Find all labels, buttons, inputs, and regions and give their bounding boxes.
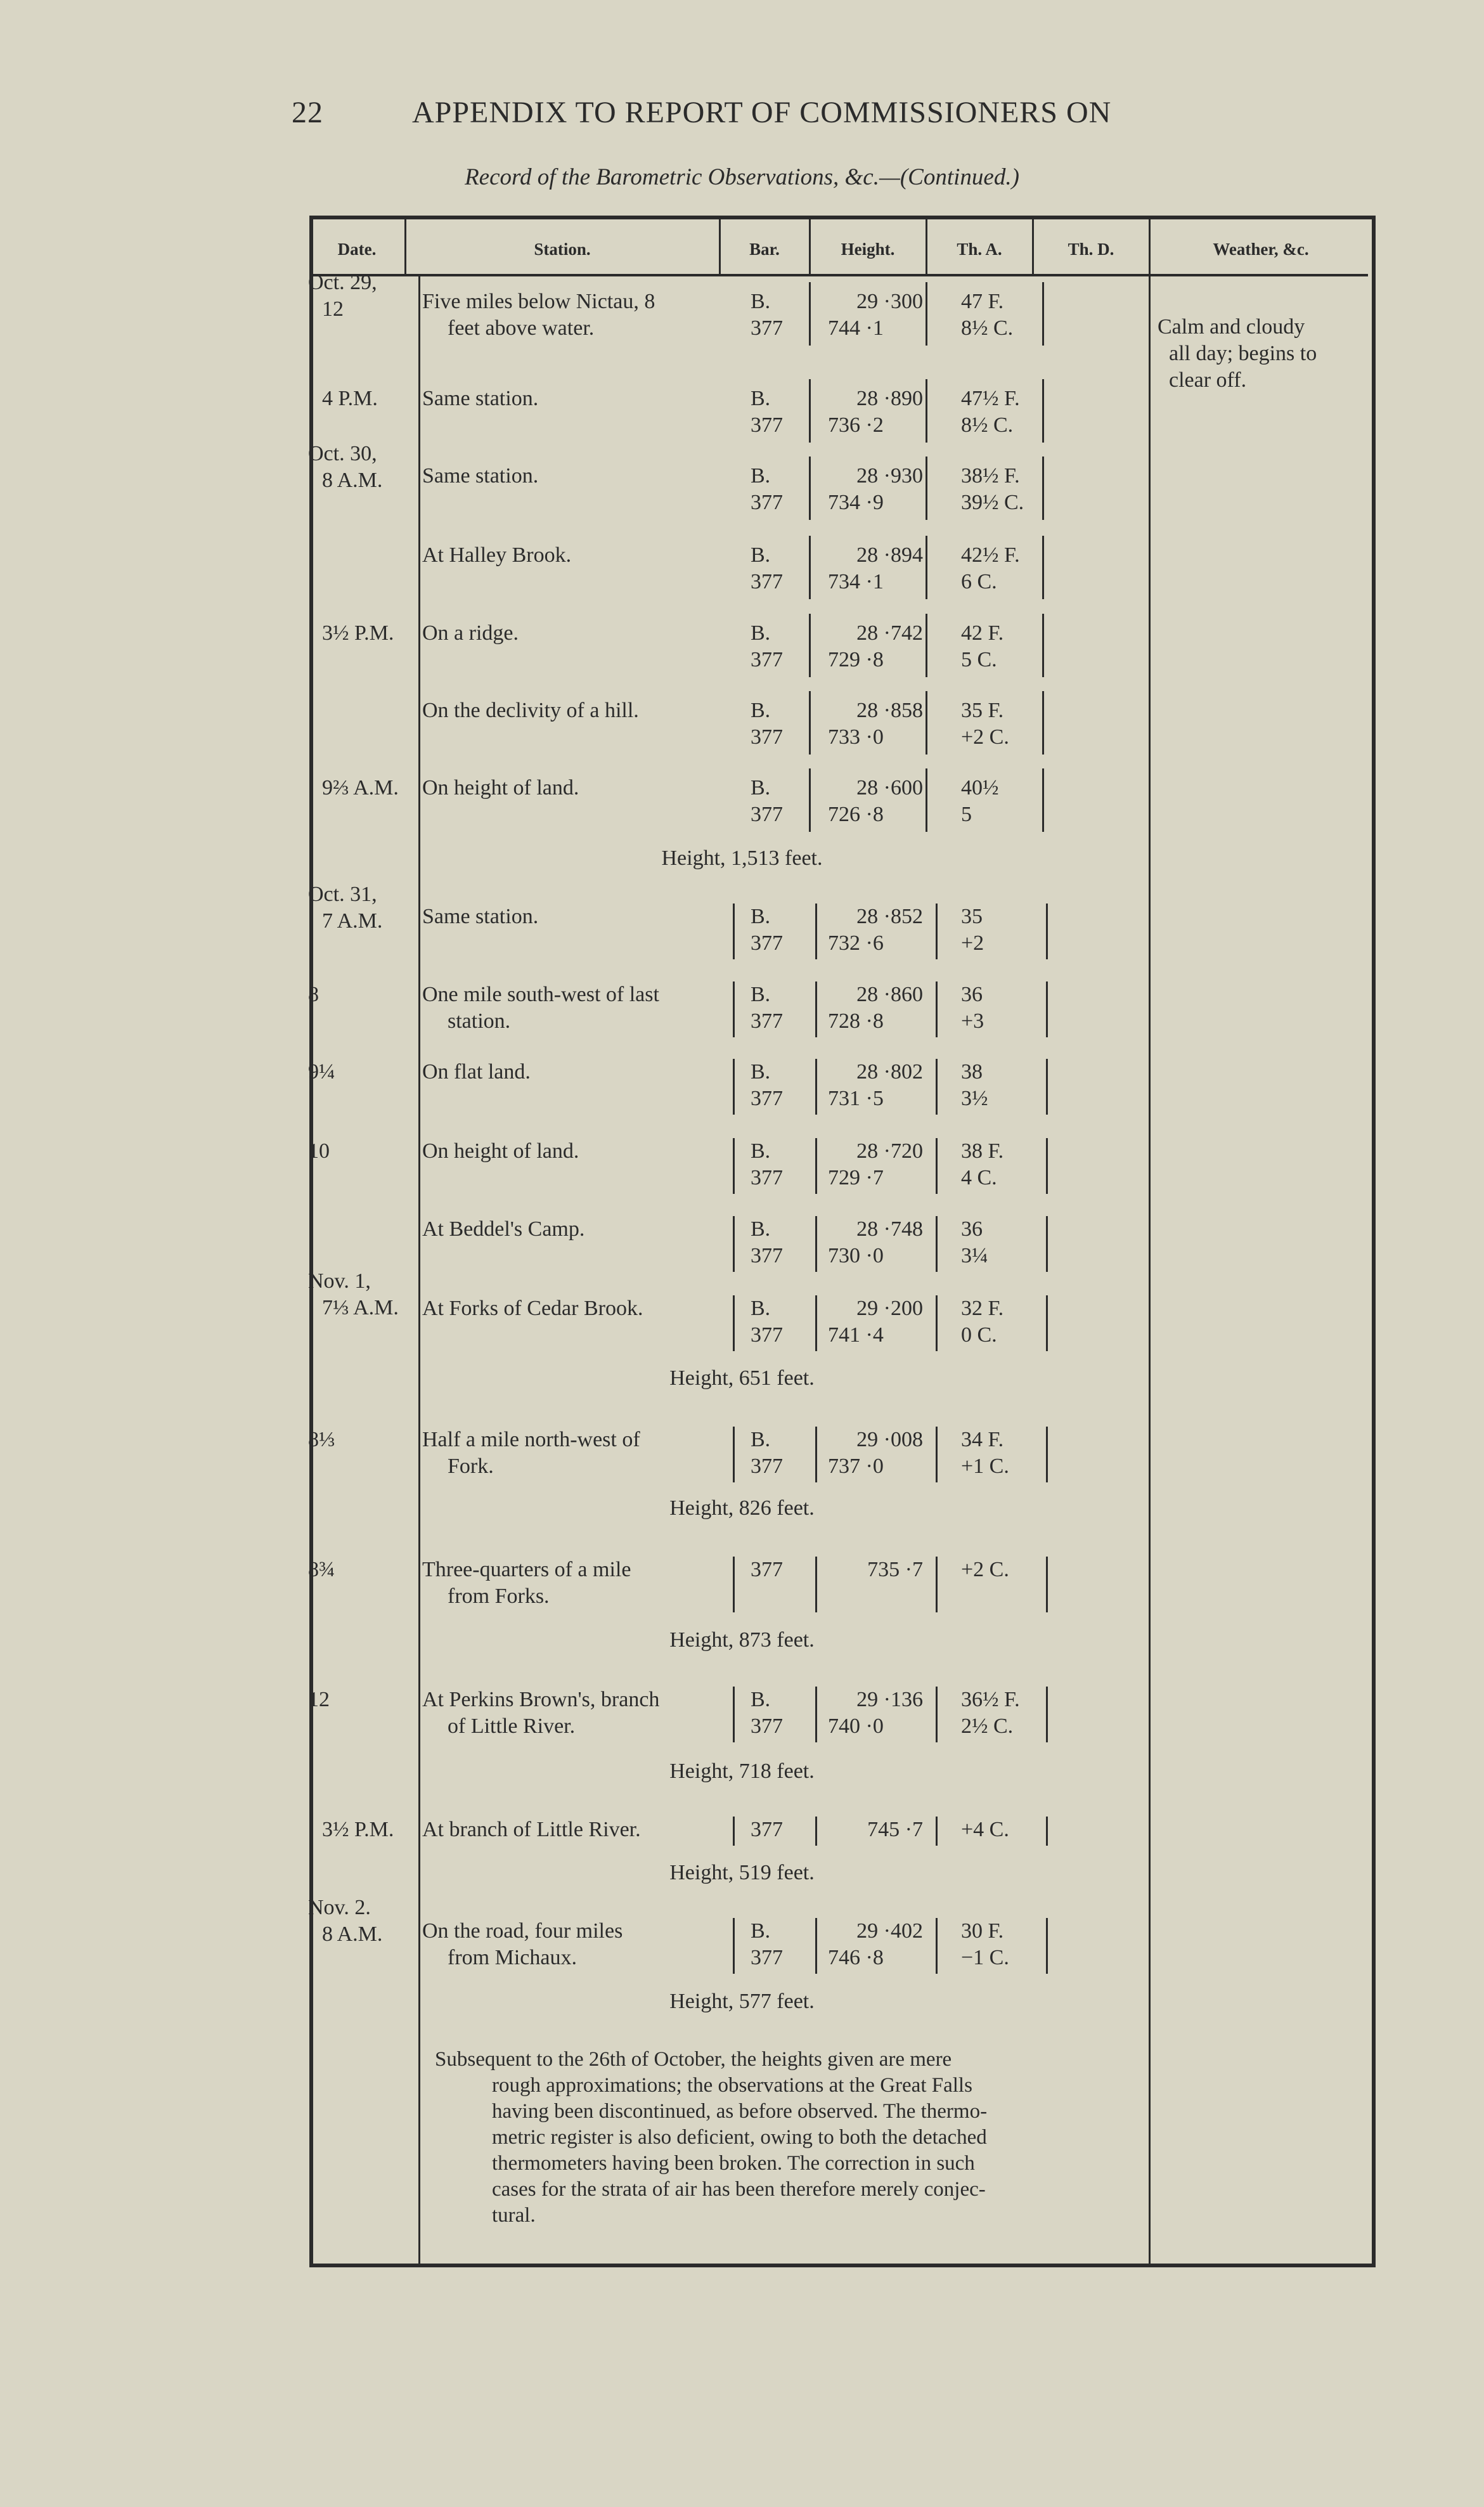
row-height: 737 ·0 [828, 1454, 884, 1478]
height-line: Height, 651 feet. [669, 1366, 815, 1390]
row-station: of Little River. [448, 1714, 576, 1738]
column-separator [815, 1216, 817, 1272]
row-th-a: 8½ C. [961, 316, 1014, 340]
row-th-a: 34 F. [961, 1428, 1004, 1451]
column-separator [936, 1427, 938, 1482]
row-th-a: 0 C. [961, 1323, 997, 1347]
row-th-a: 6 C. [961, 570, 997, 593]
running-title: APPENDIX TO REPORT OF COMMISSIONERS ON [412, 96, 1112, 129]
row-bar: 377 [751, 1323, 783, 1347]
height-line: Height, 826 feet. [669, 1496, 815, 1520]
row-th-a: +2 C. [961, 725, 1009, 749]
row-bar: B. [751, 543, 771, 567]
row-th-a: 39½ C. [961, 491, 1024, 514]
row-bar: B. [751, 387, 771, 410]
row-th-a: 35 [961, 905, 983, 928]
row-height: 745 ·7 [867, 1818, 923, 1841]
row-bar: B. [751, 464, 771, 488]
row-date: 10 [308, 1139, 330, 1163]
column-separator [936, 981, 938, 1037]
row-th-a: 47½ F. [961, 387, 1020, 410]
column-separator [809, 768, 811, 832]
row-bar: B. [751, 699, 771, 722]
row-date: Nov. 2. [308, 1896, 371, 1919]
row-station: One mile south-west of last [422, 983, 659, 1006]
row-th-a: 8½ C. [961, 413, 1014, 437]
row-th-a: +1 C. [961, 1454, 1009, 1478]
height-line: Height, 519 feet. [669, 1861, 815, 1884]
row-th-a: 42 F. [961, 621, 1004, 645]
col-header-th-d: Th. D. [1068, 240, 1114, 259]
row-date: Oct. 31, [308, 883, 377, 906]
row-bar: 377 [751, 803, 783, 826]
column-separator [1046, 1557, 1048, 1612]
column-separator [936, 1216, 938, 1272]
row-station: On the declivity of a hill. [422, 699, 639, 722]
column-separator [1046, 1216, 1048, 1272]
footnote-line: having been discontinued, as before observed. The thermo- [492, 2100, 988, 2123]
column-separator [815, 1557, 817, 1612]
column-separator [1042, 536, 1044, 599]
column-separator [733, 1216, 735, 1272]
footnote-line: Subsequent to the 26th of October, the heights given are mere [435, 2048, 952, 2071]
column-separator [926, 379, 927, 443]
row-date: Oct. 30, [308, 442, 377, 465]
row-date: 3½ P.M. [322, 1818, 394, 1841]
column-separator [733, 1059, 735, 1115]
row-station: feet above water. [448, 316, 595, 340]
row-bar: 377 [751, 1454, 783, 1478]
row-th-a: +2 C. [961, 1558, 1009, 1581]
row-height: 28 ·748 [856, 1217, 923, 1241]
row-th-a: 3¼ [961, 1244, 988, 1267]
column-separator [1046, 1059, 1048, 1115]
footnote [435, 2047, 1139, 2229]
column-separator [809, 691, 811, 755]
header-rule [309, 274, 1368, 276]
row-station: Same station. [422, 905, 539, 928]
footnote-line: metric register is also deficient, owing to both the detached [492, 2126, 987, 2149]
row-station: Same station. [422, 387, 539, 410]
column-separator [936, 1687, 938, 1742]
row-bar: 377 [751, 1818, 783, 1841]
row-bar: 377 [751, 1946, 783, 1969]
column-separator [1046, 1918, 1048, 1974]
column-separator [1042, 691, 1044, 755]
row-bar: 377 [751, 1166, 783, 1189]
row-station: At branch of Little River. [422, 1818, 641, 1841]
footnote-line: tural. [492, 2204, 536, 2227]
column-separator [926, 282, 927, 346]
row-date: 8 A.M. [322, 469, 383, 492]
row-station: Half a mile north-west of [422, 1428, 640, 1451]
row-station: On a ridge. [422, 621, 519, 645]
row-height: 735 ·7 [867, 1558, 923, 1581]
row-height: 734 ·1 [828, 570, 884, 593]
row-station: On height of land. [422, 1139, 579, 1163]
column-separator [1042, 614, 1044, 677]
row-height: 730 ·0 [828, 1244, 884, 1267]
row-th-a: 35 F. [961, 699, 1004, 722]
column-separator [926, 768, 927, 832]
column-separator [1046, 904, 1048, 959]
row-th-a: 36 [961, 983, 983, 1006]
row-th-a: 42½ F. [961, 543, 1020, 567]
row-th-a: +3 [961, 1009, 984, 1033]
row-bar: 377 [751, 1009, 783, 1033]
page-number: 22 [292, 96, 323, 129]
row-height: 28 ·742 [856, 621, 923, 645]
row-station: On height of land. [422, 776, 579, 800]
column-separator [733, 1295, 735, 1351]
row-date: 7⅓ A.M. [322, 1296, 399, 1319]
row-station: At Beddel's Camp. [422, 1217, 585, 1241]
column-separator [809, 282, 811, 346]
column-separator [936, 1817, 938, 1846]
row-bar: 377 [751, 725, 783, 749]
column-separator [815, 1295, 817, 1351]
row-bar: 377 [751, 931, 783, 955]
row-height: 731 ·5 [828, 1087, 884, 1110]
column-separator [936, 1557, 938, 1612]
footnote-line: thermometers having been broken. The correction in such [492, 2152, 975, 2175]
column-separator [1046, 1427, 1048, 1482]
column-separator [926, 614, 927, 677]
column-separator [936, 1918, 938, 1974]
row-date: 8⅓ [308, 1428, 335, 1451]
row-height: 28 ·894 [856, 543, 923, 567]
row-height: 28 ·860 [856, 983, 923, 1006]
row-bar: B. [751, 290, 771, 313]
column-separator [926, 691, 927, 755]
row-station: On the road, four miles [422, 1919, 623, 1943]
row-th-a: 3½ [961, 1087, 988, 1110]
row-th-a: 32 F. [961, 1297, 1004, 1320]
row-bar: B. [751, 1919, 771, 1943]
row-th-a: 40½ [961, 776, 999, 800]
row-height: 729 ·7 [828, 1166, 884, 1189]
row-height: 746 ·8 [828, 1946, 884, 1969]
row-bar: B. [751, 1060, 771, 1084]
row-bar: B. [751, 905, 771, 928]
weather-line: Calm and cloudy [1158, 315, 1305, 339]
row-height: 28 ·802 [856, 1060, 923, 1084]
row-th-a: 47 F. [961, 290, 1004, 313]
column-separator [809, 379, 811, 443]
row-th-a: 36 [961, 1217, 983, 1241]
row-date: 8 A.M. [322, 1922, 383, 1946]
height-line: Height, 1,513 feet. [661, 846, 823, 870]
weather-cell [1158, 314, 1367, 394]
row-th-a: 36½ F. [961, 1688, 1020, 1711]
row-date: 9¼ [308, 1060, 335, 1084]
row-date: 8¾ [308, 1558, 335, 1581]
page-header [292, 95, 1242, 130]
col-header-height: Height. [841, 240, 895, 259]
row-bar: 377 [751, 413, 783, 437]
table-title: Record of the Barometric Observations, &c.—(Continued.) [465, 164, 1019, 190]
row-station: At Halley Brook. [422, 543, 572, 567]
row-date: 9⅔ A.M. [322, 776, 399, 800]
col-header-bar: Bar. [749, 240, 780, 259]
height-line: Height, 718 feet. [669, 1759, 815, 1783]
row-date: 12 [308, 1688, 330, 1711]
row-height: 29 ·008 [856, 1428, 923, 1451]
column-separator [936, 1295, 938, 1351]
row-date: 4 P.M. [322, 387, 378, 410]
column-separator [809, 457, 811, 520]
row-bar: 377 [751, 491, 783, 514]
row-th-a: +4 C. [961, 1818, 1009, 1841]
row-date: Nov. 1, [308, 1269, 371, 1293]
row-bar: B. [751, 1217, 771, 1241]
footnote-line: cases for the strata of air has been therefore merely conjec- [492, 2178, 986, 2201]
row-th-a: 38 F. [961, 1139, 1004, 1163]
column-separator [926, 536, 927, 599]
row-date: 12 [322, 297, 344, 321]
column-separator [733, 1687, 735, 1742]
col-header-weather: Weather, &c. [1213, 240, 1309, 259]
column-separator [733, 1817, 735, 1846]
col-rule [1149, 219, 1151, 2264]
row-station: station. [448, 1009, 511, 1033]
column-separator [1046, 1138, 1048, 1194]
column-separator [733, 1427, 735, 1482]
row-date: Oct. 29, [308, 271, 377, 294]
row-height: 29 ·402 [856, 1919, 923, 1943]
row-height: 28 ·600 [856, 776, 923, 800]
row-station: At Perkins Brown's, branch [422, 1688, 660, 1711]
column-separator [815, 1918, 817, 1974]
column-separator [936, 1138, 938, 1194]
row-bar: B. [751, 621, 771, 645]
row-bar: B. [751, 1297, 771, 1320]
column-separator [926, 457, 927, 520]
row-station: Three-quarters of a mile [422, 1558, 631, 1581]
column-separator [733, 904, 735, 959]
row-th-a: +2 [961, 931, 984, 955]
row-height: 28 ·930 [856, 464, 923, 488]
row-height: 28 ·858 [856, 699, 923, 722]
column-separator [1046, 1817, 1048, 1846]
column-separator [733, 1557, 735, 1612]
row-station: from Michaux. [448, 1946, 577, 1969]
col-header-station: Station. [534, 240, 591, 259]
column-separator [815, 1687, 817, 1742]
column-separator [1042, 768, 1044, 832]
column-separator [1042, 379, 1044, 443]
row-bar: 377 [751, 570, 783, 593]
row-height: 733 ·0 [828, 725, 884, 749]
height-line: Height, 577 feet. [669, 1990, 815, 2013]
row-bar: 377 [751, 316, 783, 340]
row-height: 29 ·136 [856, 1688, 923, 1711]
row-height: 726 ·8 [828, 803, 884, 826]
row-date: 7 A.M. [322, 909, 383, 933]
weather-line: clear off. [1169, 368, 1247, 392]
row-date: 8 [308, 983, 319, 1006]
row-height: 29 ·200 [856, 1297, 923, 1320]
row-bar: 377 [751, 1558, 783, 1581]
column-separator [815, 981, 817, 1037]
col-header-date: Date. [337, 240, 377, 259]
column-separator [815, 1059, 817, 1115]
row-date: 3½ P.M. [322, 621, 394, 645]
column-separator [815, 1427, 817, 1482]
row-height: 744 ·1 [828, 316, 884, 340]
row-height: 732 ·6 [828, 931, 884, 955]
row-th-a: 30 F. [961, 1919, 1004, 1943]
row-bar: 377 [751, 1087, 783, 1110]
row-bar: B. [751, 1688, 771, 1711]
weather-line: all day; begins to [1169, 342, 1317, 365]
height-line: Height, 873 feet. [669, 1628, 815, 1652]
row-height: 29 ·300 [856, 290, 923, 313]
row-th-a: 38 [961, 1060, 983, 1084]
row-height: 741 ·4 [828, 1323, 884, 1347]
row-th-a: 5 C. [961, 648, 997, 671]
column-separator [936, 1059, 938, 1115]
row-height: 28 ·890 [856, 387, 923, 410]
col-rule [418, 274, 420, 2264]
column-separator [733, 1918, 735, 1974]
row-station: from Forks. [448, 1584, 550, 1608]
row-bar: B. [751, 1428, 771, 1451]
column-separator [1046, 1295, 1048, 1351]
row-th-a: 38½ F. [961, 464, 1020, 488]
row-bar: 377 [751, 1244, 783, 1267]
row-height: 28 ·852 [856, 905, 923, 928]
row-height: 740 ·0 [828, 1714, 884, 1738]
row-th-a: −1 C. [961, 1946, 1009, 1969]
column-separator [1042, 457, 1044, 520]
row-height: 728 ·8 [828, 1009, 884, 1033]
column-separator [936, 904, 938, 959]
row-station: At Forks of Cedar Brook. [422, 1297, 643, 1320]
row-station: Five miles below Nictau, 8 [422, 290, 655, 313]
row-bar: B. [751, 1139, 771, 1163]
column-separator [809, 536, 811, 599]
row-th-a: 4 C. [961, 1166, 997, 1189]
column-separator [733, 1138, 735, 1194]
row-station: Fork. [448, 1454, 494, 1478]
row-height: 734 ·9 [828, 491, 884, 514]
row-height: 736 ·2 [828, 413, 884, 437]
column-separator [1046, 1687, 1048, 1742]
row-station: Same station. [422, 464, 539, 488]
column-separator [733, 981, 735, 1037]
column-separator [815, 1138, 817, 1194]
row-bar: 377 [751, 1714, 783, 1738]
row-bar: B. [751, 983, 771, 1006]
column-separator [809, 614, 811, 677]
column-separator [1042, 282, 1044, 346]
col-header-th-a: Th. A. [957, 240, 1002, 259]
column-separator [1046, 981, 1048, 1037]
footnote-line: rough approximations; the observations at the Great Falls [492, 2074, 972, 2097]
row-height: 28 ·720 [856, 1139, 923, 1163]
row-th-a: 5 [961, 803, 972, 826]
row-station: On flat land. [422, 1060, 531, 1084]
column-separator [815, 904, 817, 959]
row-th-a: 2½ C. [961, 1714, 1014, 1738]
row-height: 729 ·8 [828, 648, 884, 671]
row-bar: 377 [751, 648, 783, 671]
row-bar: B. [751, 776, 771, 800]
column-separator [815, 1817, 817, 1846]
